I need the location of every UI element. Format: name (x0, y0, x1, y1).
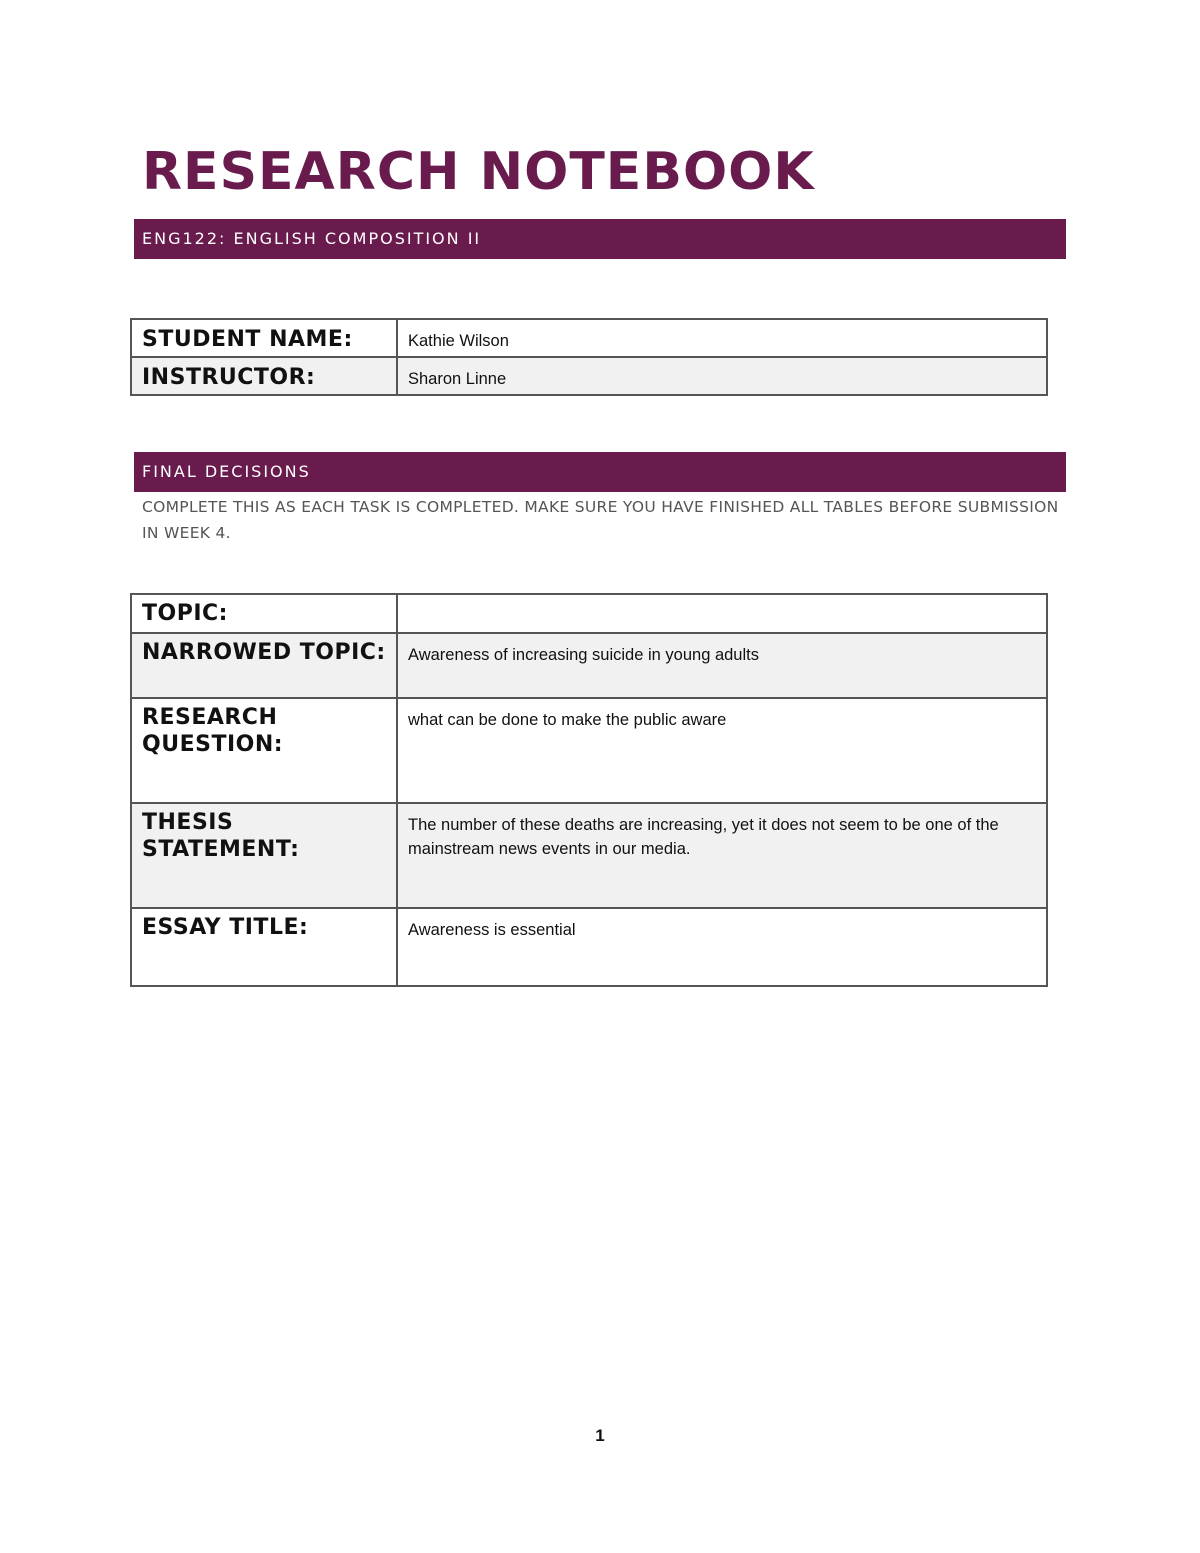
student-info-table (130, 318, 1048, 396)
final-decisions-banner: FINAL DECISIONS (134, 452, 1066, 492)
research-question-row (131, 698, 1047, 803)
page-title: RESEARCH NOTEBOOK (142, 142, 815, 202)
thesis-statement-row (131, 803, 1047, 908)
instructor-row (131, 357, 1047, 395)
course-banner: ENG122: ENGLISH COMPOSITION II (134, 219, 1066, 259)
instructor-value[interactable]: Sharon Linne (397, 357, 1047, 395)
narrowed-topic-value[interactable]: Awareness of increasing suicide in young adults (397, 633, 1047, 698)
student-name-value[interactable]: Kathie Wilson (397, 319, 1047, 357)
final-decisions-table (130, 593, 1048, 987)
essay-title-value[interactable]: Awareness is essential (397, 908, 1047, 986)
thesis-statement-label: THESIS STATEMENT: (131, 803, 397, 908)
topic-row (131, 594, 1047, 633)
instructions-text: COMPLETE THIS AS EACH TASK IS COMPLETED. MAKE SURE YOU HAVE FINISHED ALL TABLES BEFORE SUBMISSION IN WEEK 4. (142, 498, 1059, 542)
student-name-row (131, 319, 1047, 357)
essay-title-row (131, 908, 1047, 986)
essay-title-label: ESSAY TITLE: (131, 908, 397, 986)
thesis-statement-value[interactable]: The number of these deaths are increasing, yet it does not seem to be one of the mainstream news events in our media. (397, 803, 1047, 908)
research-question-label: RESEARCH QUESTION: (131, 698, 397, 803)
page-number: 1 (595, 1426, 605, 1445)
narrowed-topic-row (131, 633, 1047, 698)
topic-label: TOPIC: (131, 594, 397, 633)
topic-value[interactable] (397, 594, 1047, 633)
student-name-label: STUDENT NAME: (131, 319, 397, 357)
research-question-value[interactable]: what can be done to make the public aware (397, 698, 1047, 803)
instructor-label: INSTRUCTOR: (131, 357, 397, 395)
narrowed-topic-label: NARROWED TOPIC: (131, 633, 397, 698)
